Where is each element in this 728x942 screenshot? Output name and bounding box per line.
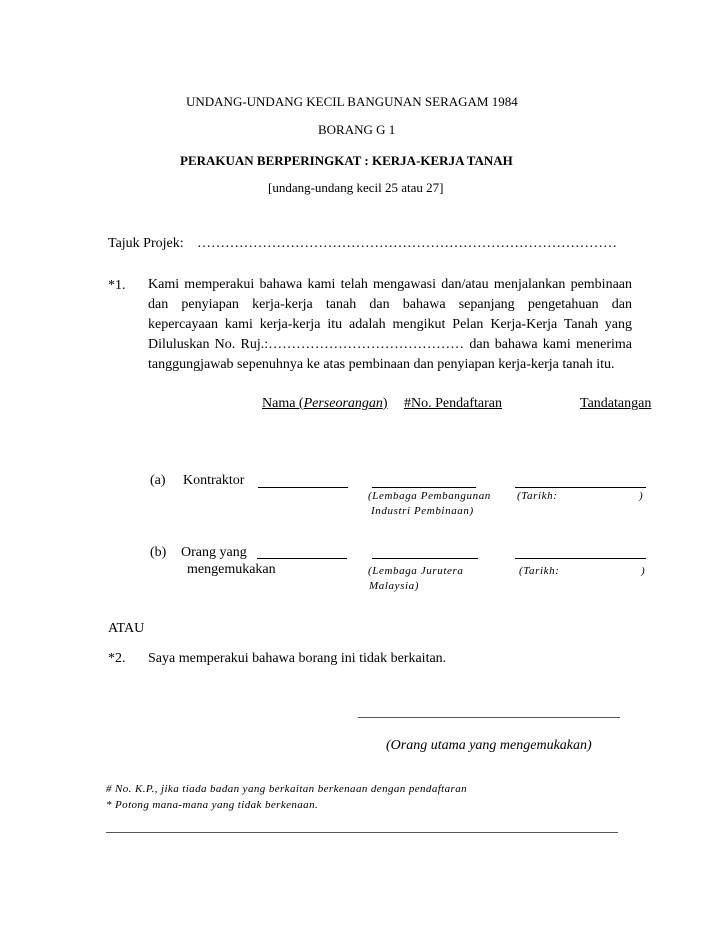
clause-1-line: dan penyiapan kerja-kerja tanah dan bahawa sepanjang pengetahuan dan bbox=[148, 297, 632, 312]
clause-1-line: Kami memperakui bahawa kami telah mengawasi dan/atau menjalankan pembinaan bbox=[148, 277, 632, 292]
row-b-letter: (b) bbox=[150, 545, 167, 560]
row-b-name-line[interactable] bbox=[257, 558, 347, 559]
clause-1-line: kepercayaan kami kerja-kerja itu adalah mengikut Pelan Kerja-Kerja Tanah yang bbox=[148, 317, 632, 332]
form-title: PERAKUAN BERPERINGKAT : KERJA-KERJA TANAH bbox=[180, 153, 513, 168]
bottom-rule bbox=[106, 832, 618, 833]
row-a-role: Kontraktor bbox=[183, 473, 245, 488]
row-a-body-line1: (Lembaga Pembangunan bbox=[368, 490, 491, 502]
row-b-date-close: ) bbox=[641, 565, 646, 577]
clause-1-number: *1. bbox=[108, 278, 126, 293]
row-b-body-line2: Malaysia) bbox=[369, 580, 420, 592]
row-b-role-line1: Orang yang bbox=[181, 545, 247, 560]
row-a-letter: (a) bbox=[150, 473, 166, 488]
row-b-date-label: (Tarikh: bbox=[519, 565, 560, 577]
or-label: ATAU bbox=[108, 621, 145, 636]
registration-column-heading: #No. Pendaftaran bbox=[404, 396, 502, 411]
footnote-hash: # No. K.P., jika tiada badan yang berkaitan berkenaan dengan pendaftaran bbox=[106, 783, 468, 795]
row-a-name-line[interactable] bbox=[258, 487, 348, 488]
project-dots: ……………………………………………………………………………… bbox=[197, 236, 617, 251]
signature-column-heading: Tandatangan bbox=[580, 396, 652, 411]
clause-2-number: *2. bbox=[108, 651, 126, 666]
bylaw-reference: [undang-undang kecil 25 atau 27] bbox=[268, 180, 444, 195]
row-a-body-line2: Industri Pembinaan) bbox=[371, 505, 474, 517]
name-heading-suffix: ) bbox=[382, 396, 388, 411]
row-b-signature-line[interactable] bbox=[515, 558, 646, 559]
row-b-body-line1: (Lembaga Jurutera bbox=[368, 565, 464, 577]
clause-1-line: tanggungjawab sepenuhnya ke atas pembinaan dan penyiapan kerja-kerja tanah itu. bbox=[148, 357, 615, 372]
row-b-registration-line[interactable] bbox=[372, 558, 478, 559]
clause-2-text: Saya memperakui bahawa borang ini tidak berkaitan. bbox=[148, 651, 447, 666]
clause-1-text bbox=[148, 275, 632, 375]
name-heading-prefix: Nama ( bbox=[262, 396, 304, 411]
principal-submitter-label: (Orang utama yang mengemukakan) bbox=[386, 738, 592, 753]
row-b-role-line2: mengemukakan bbox=[187, 562, 276, 577]
row-a-date-close: ) bbox=[639, 490, 644, 502]
clause-1-line: Diluluskan No. Ruj.:…………………………………… dan bahawa kami menerima bbox=[148, 337, 632, 352]
principal-signature-line[interactable] bbox=[358, 717, 620, 718]
row-a-date-label: (Tarikh: bbox=[517, 490, 558, 502]
law-title: UNDANG-UNDANG KECIL BANGUNAN SERAGAM 1984 bbox=[186, 94, 518, 109]
footnote-star: * Potong mana-mana yang tidak berkenaan. bbox=[106, 799, 319, 811]
name-column-heading bbox=[262, 396, 388, 412]
form-code: BORANG G 1 bbox=[318, 122, 396, 137]
project-label: Tajuk Projek: bbox=[108, 236, 184, 251]
name-heading-italic: Perseorangan bbox=[303, 396, 383, 411]
